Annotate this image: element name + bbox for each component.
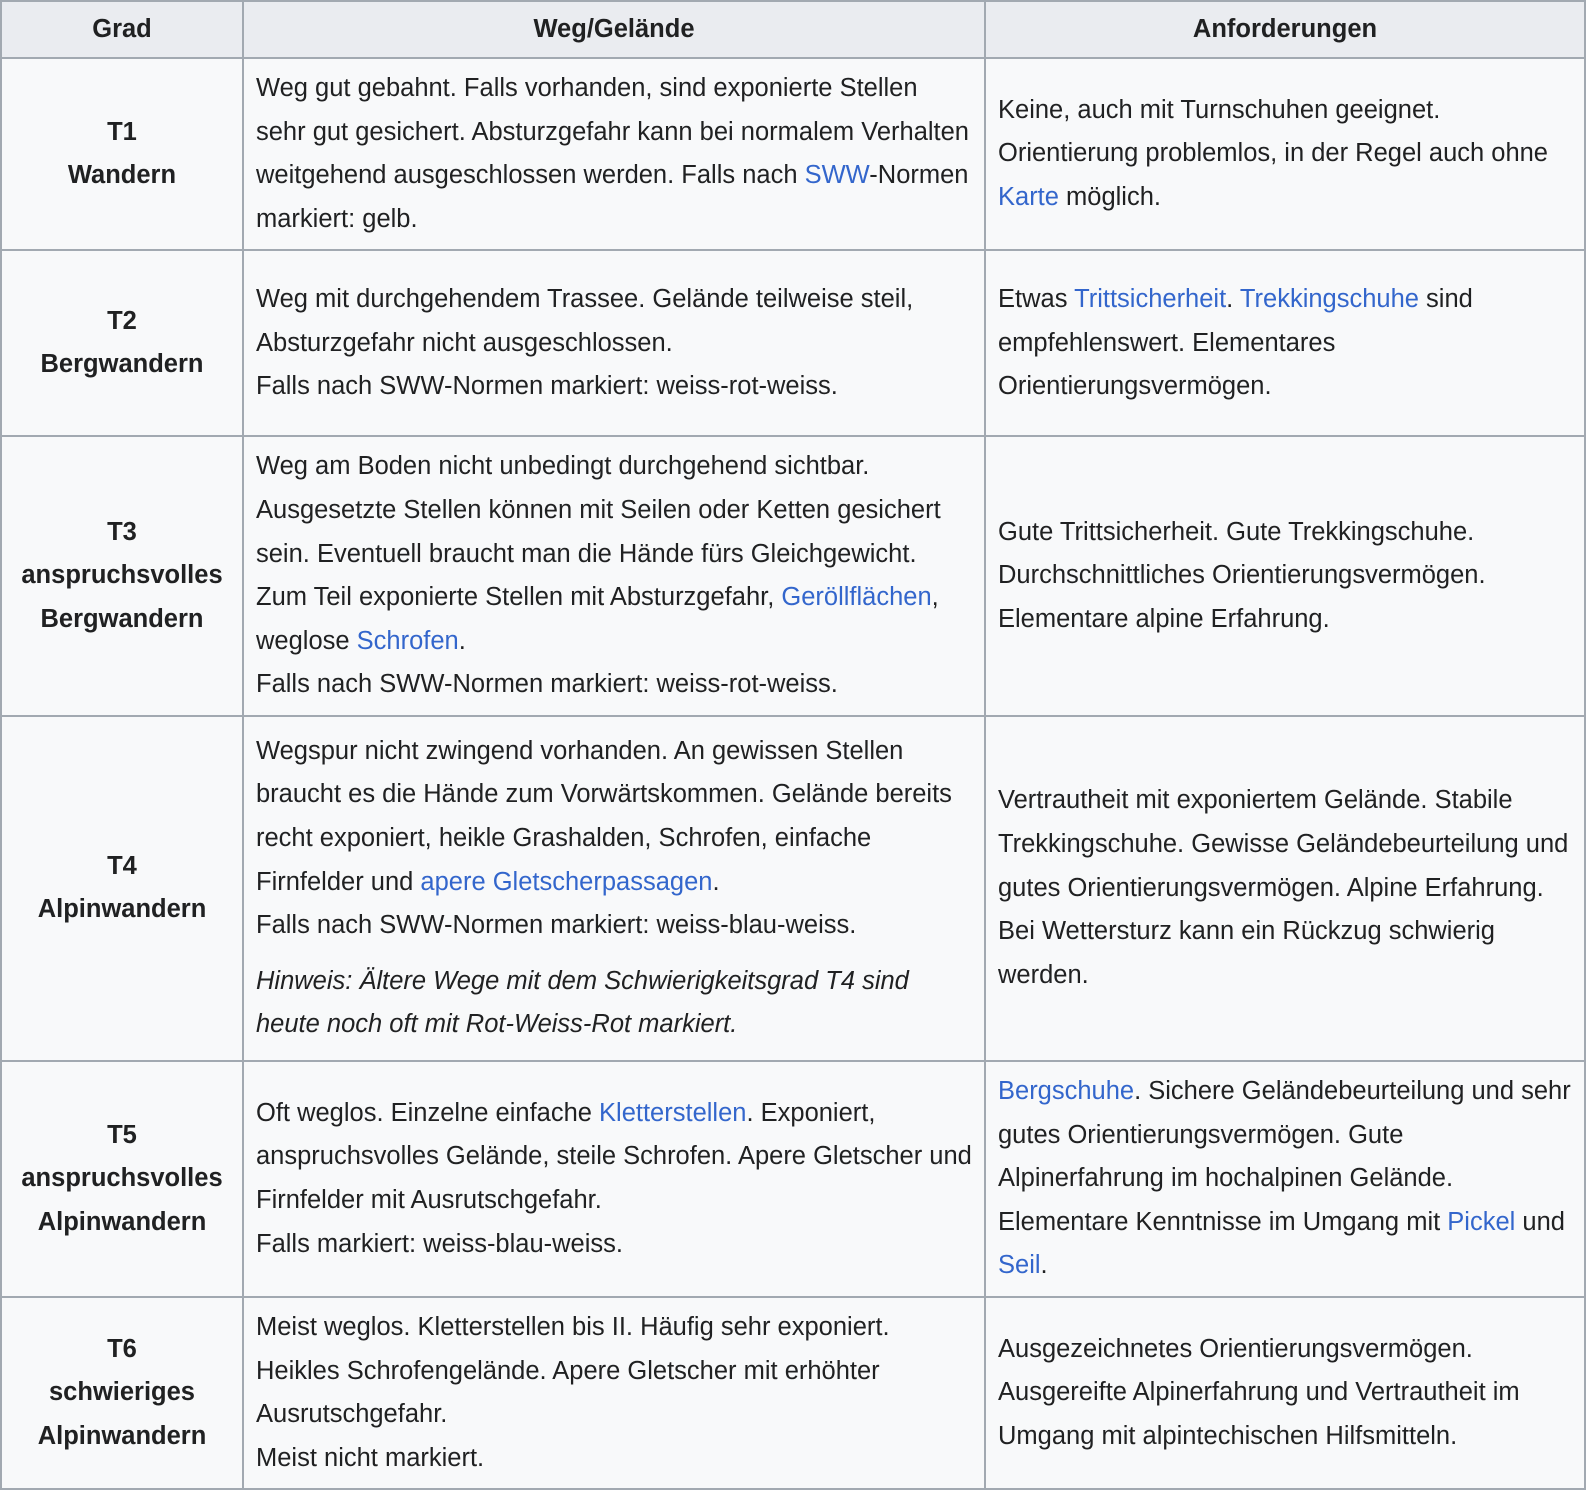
text-segment: Ausgezeichnetes Orientierungsvermögen. Ausgereifte Alpinerfahrung und Vertrautheit im Umgang mit alpintechischen Hilfsmitteln. [998,1334,1520,1450]
terrain-text [256,67,974,241]
text-segment: . [1226,284,1240,313]
text-segment: und [1515,1207,1565,1236]
text-segment: . Exponiert, anspruchsvolles Gelände, steile Schrofen. Apere Gletscher und Firnfelder mit Ausrutschgefahr. [256,1098,972,1214]
grade-code: T4 [107,851,137,880]
table-row [1,250,1585,436]
grade-cell [1,1297,243,1489]
header-row [1,1,1585,58]
requirements-cell [985,716,1585,1061]
text-segment: Falls nach SWW-Normen markiert: weiss-rot-weiss. [256,372,838,401]
requirements-text [998,89,1574,220]
text-segment: Weg mit durchgehendem Trassee. Gelände teilweise steil, Absturzgefahr nicht ausgeschlossen. [256,284,914,357]
hinweis-note: Hinweis: Ältere Wege mit dem Schwierigkeitsgrad T4 sind heute noch oft mit Rot-Weiss-Rot markiert. [256,966,909,1039]
text-segment: . [458,626,466,655]
terrain-cell [243,1061,985,1297]
link-karte[interactable]: Karte [998,182,1059,211]
grade-cell [1,1061,243,1297]
text-segment: möglich. [1058,182,1161,211]
text-segment: Falls markiert: weiss-blau-weiss. [256,1229,623,1258]
link-kletterstellen[interactable]: Kletterstellen [599,1098,747,1127]
requirements-cell [985,250,1585,436]
requirements-cell [985,1061,1585,1297]
terrain-text [256,1306,974,1437]
requirements-cell [985,436,1585,716]
grade-name: Wandern [67,161,177,190]
text-segment: sind empfehlenswert. Elementares Orientierungsvermögen. [998,284,1473,401]
table-row [1,58,1585,250]
text-segment: Etwas [998,284,1075,313]
text-segment: Oft weglos. Einzelne einfache [256,1098,600,1127]
grade-name: Alpinwandern [37,895,207,924]
text-segment: , weglose [256,583,939,655]
text-segment: -Normen markiert: gelb. [256,161,969,233]
text-segment: Wegspur nicht zwingend vorhanden. An gewissen Stellen braucht es die Hände zum Vorwärtskommen. Gelände bereits recht exponiert, heikle Grashalden, Schrofen, einfache Firnfelder und [256,736,952,896]
grade-cell [1,716,243,1061]
text-segment: Weg am Boden nicht unbedingt durchgehend sichtbar. Ausgesetzte Stellen können mit Seilen oder Ketten gesichert sein. Eventuell braucht man die Hände fürs Gleichgewicht. Zum Teil exponierte Stellen mit Absturzgefahr, [256,452,941,612]
terrain-cell [243,436,985,716]
link-schrofen[interactable]: Schrofen [356,626,459,655]
link-pickel[interactable]: Pickel [1447,1207,1516,1236]
header-anforderungen: Anforderungen [985,1,1585,58]
link-sww[interactable]: SWW [804,161,870,190]
grade-name: Alpinwandern [37,1421,207,1450]
grade-cell [1,436,243,716]
text-segment: . [1040,1251,1048,1280]
requirements-cell [985,1297,1585,1489]
grade-name: Bergwandern [40,604,204,633]
terrain-text [256,445,974,663]
grade-code: T6 [107,1334,137,1363]
grade-name: Bergwandern [40,350,204,379]
grade-cell [1,58,243,250]
table-row [1,716,1585,1061]
requirements-text [998,1070,1574,1288]
grade-name: anspruchsvolles [21,1164,223,1193]
link-trittsicherheit[interactable]: Trittsicherheit [1074,284,1227,313]
terrain-text [256,730,974,904]
text-segment: Meist weglos. Kletterstellen bis II. Häufig sehr exponiert. Heikles Schrofengelände. Apere Gletscher mit erhöhter Ausrutschgefahr. [256,1312,890,1429]
requirements-text [998,779,1574,997]
requirements-cell [985,58,1585,250]
header-weg-gelaende: Weg/Gelände [243,1,985,58]
grade-name: Alpinwandern [37,1207,207,1236]
text-segment: Falls nach SWW-Normen markiert: weiss-rot-weiss. [256,670,838,699]
terrain-cell [243,58,985,250]
link-seil[interactable]: Seil [998,1251,1041,1280]
requirements-text [998,278,1574,409]
table-row [1,436,1585,716]
text-segment: Keine, auch mit Turnschuhen geeignet. Orientierung problemlos, in der Regel auch ohne [998,95,1548,168]
text-segment: Meist nicht markiert. [256,1443,485,1472]
terrain-text [256,365,974,409]
grade-code: T5 [107,1120,137,1149]
grade-code: T3 [107,517,137,546]
terrain-text [256,1223,974,1267]
text-segment: Vertrautheit mit exponiertem Gelände. Stabile Trekkingschuhe. Gewisse Geländebeurteilung und gutes Orientierungsvermögen. Alpine Erfahrung. Bei Wettersturz kann ein Rückzug schwierig werden. [998,786,1569,989]
link-apere-gletscherpassagen[interactable]: apere Gletscherpassagen [420,867,713,896]
text-segment: . [712,867,720,896]
terrain-text [256,278,974,365]
link-bergschuhe[interactable]: Bergschuhe [998,1076,1135,1105]
grade-name: schwieriges [49,1378,195,1407]
requirements-text [998,511,1574,642]
table-body [1,58,1585,1489]
terrain-text [256,663,974,707]
terrain-cell [243,716,985,1061]
text-segment: Gute Trittsicherheit. Gute Trekkingschuhe. Durchschnittliches Orientierungsvermögen. Elementare alpine Erfahrung. [998,517,1486,633]
table-row [1,1061,1585,1297]
terrain-text [256,904,974,948]
terrain-text [256,1437,974,1481]
grade-cell [1,250,243,436]
header-grad: Grad [1,1,243,58]
terrain-cell [243,250,985,436]
terrain-text [256,1092,974,1223]
requirements-text [998,1328,1574,1459]
link-geroellflaechen[interactable]: Geröllflächen [781,583,932,612]
table-row [1,1297,1585,1489]
link-trekkingschuhe[interactable]: Trekkingschuhe [1239,284,1419,313]
grade-name: anspruchsvolles [21,561,223,590]
text-segment: Falls nach SWW-Normen markiert: weiss-blau-weiss. [256,911,857,940]
text-segment: . Sichere Geländebeurteilung und sehr gutes Orientierungsvermögen. Gute Alpinerfahrung im hochalpinen Gelände. Elementare Kenntnisse im Umgang mit [998,1076,1571,1236]
text-segment: Weg gut gebahnt. Falls vorhanden, sind exponierte Stellen sehr gut gesichert. Absturzgefahr kann bei normalem Verhalten weitgehend ausgeschlossen werden. Falls nach [256,74,969,190]
grade-code: T1 [107,117,137,146]
grade-code: T2 [107,306,137,335]
terrain-cell [243,1297,985,1489]
